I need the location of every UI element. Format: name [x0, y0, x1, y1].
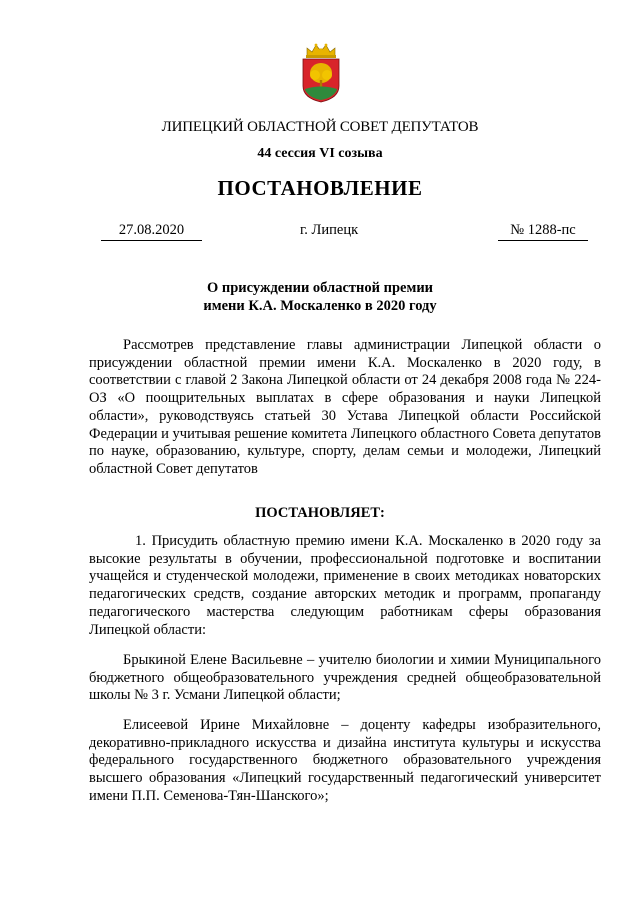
recipient-1-paragraph: Брыкиной Елене Васильевне – учителю биологии и химии Муниципального бюджетного общеобразовательного учреждения средней общеобразовательной школы № 3 г. Усмани Липецкой области;: [89, 652, 601, 704]
recipient-2-paragraph: Елисеевой Ирине Михайловне – доценту кафедры изобразительного, декоративно-прикладного искусства и дизайна института культуры и искусства федерального государственного бюджетного образовательного учреждения высшего образования «Липецкий государственный педагогический университет имени П.П. Семенова-Тян-Шанского»;: [89, 717, 601, 804]
organization-name: ЛИПЕЦКИЙ ОБЛАСТНОЙ СОВЕТ ДЕПУТАТОВ: [161, 119, 479, 135]
document-date: 27.08.2020: [101, 222, 202, 241]
document-number: № 1288-пс: [498, 222, 588, 241]
decree-heading: ПОСТАНОВЛЯЕТ:: [255, 505, 385, 521]
subject-line-1: О присуждении областной премии: [206, 280, 434, 296]
document-subject: [0, 279, 640, 315]
item-1-paragraph: 1. Присудить областную премию имени К.А. Москаленко в 2020 году за высокие результаты в обучении, профессиональной подготовке и воспитании учащейся и студенческой молодежи, применение в своих методиках новаторских педагогических средств, создание авторских методик и программ, пропаганду педагогического мастерства следующим работникам сферы образования Липецкой области:: [89, 533, 601, 638]
preamble-paragraph: Рассмотрев представление главы администрации Липецкой области о присуждении областной премии имени К.А. Москаленко в 2020 году, в соответствии с главой 2 Закона Липецкой области от 24 декабря 2008 года № 224-ОЗ «О поощрительных выплатах в сфере образования и науки Липецкой области», руководствуясь статьей 30 Устава Липецкой области Российской Федерации и учитывая решение комитета Липецкого областного Совета депутатов по науке, образованию, культуре, спорту, делам семьи и молодежи, Липецкий областной Совет депутатов: [89, 337, 601, 477]
lipetsk-coat-of-arms-icon: [297, 42, 345, 104]
document-type-title: ПОСТАНОВЛЕНИЕ: [217, 176, 423, 200]
subject-line-2: имени К.А. Москаленко в 2020 году: [203, 298, 437, 314]
document-city: г. Липецк: [300, 222, 359, 238]
session-label: 44 сессия VI созыва: [257, 146, 383, 161]
